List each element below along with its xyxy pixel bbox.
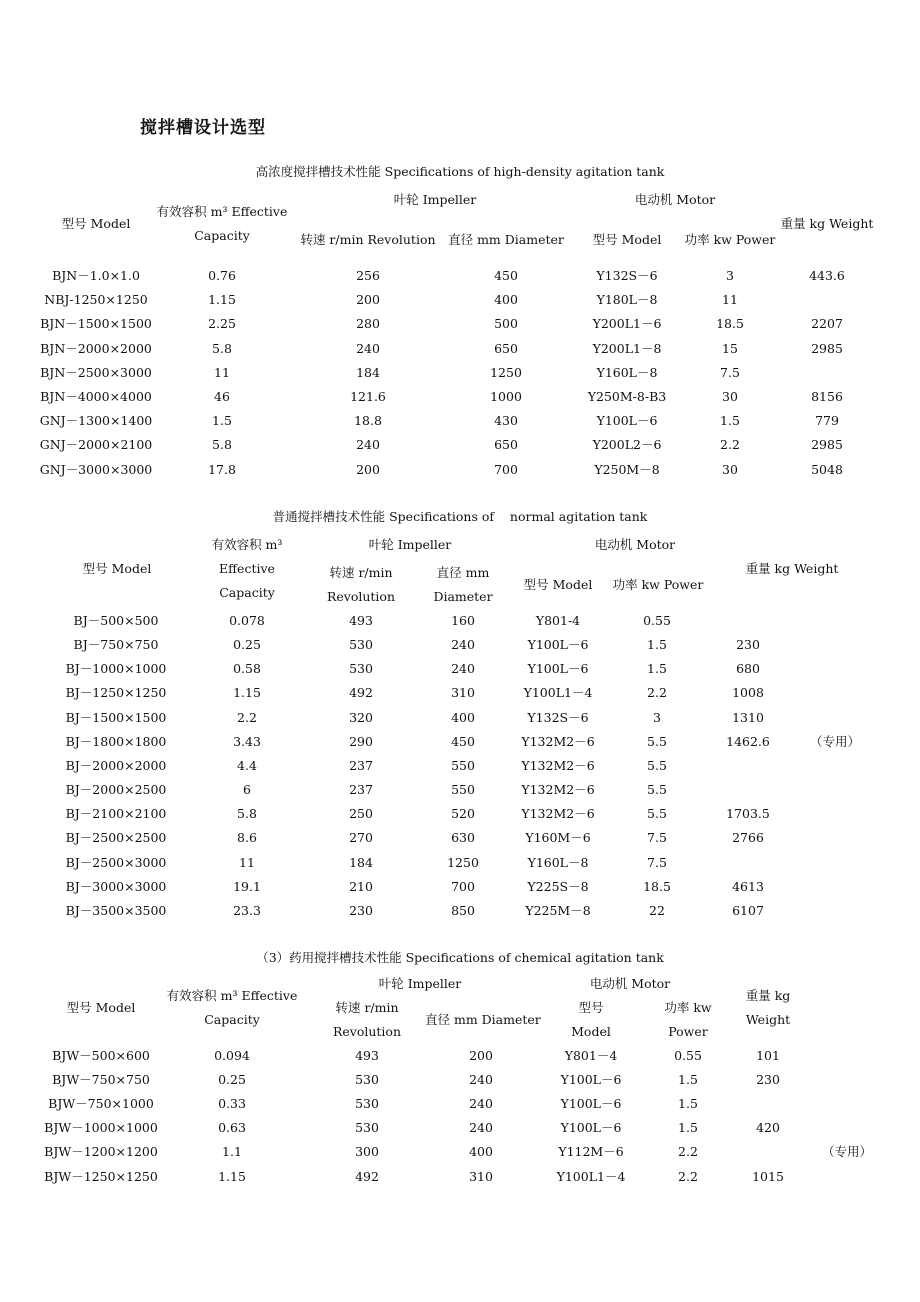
t2-header-model: 型号 Model	[82, 561, 152, 576]
cell-model: BJW－1200×1200	[44, 1144, 158, 1160]
t2-header-capacity-1: 有效容积 m³	[211, 537, 283, 552]
cell-power: 7.5	[720, 364, 740, 380]
cell-motor-model: Y100L－6	[560, 1072, 622, 1088]
cell-motor-model: Y180L－8	[596, 292, 658, 308]
cell-diameter: 200	[469, 1048, 493, 1063]
cell-motor-model: Y100L－6	[527, 661, 589, 677]
t2-special-note: （专用）	[810, 734, 861, 749]
table2-caption-a: 普通搅拌槽技术性能 Specifications of	[272, 509, 495, 524]
cell-diameter: 240	[469, 1120, 493, 1136]
cell-capacity: 23.3	[233, 902, 261, 918]
cell-power: 1.5	[678, 1096, 698, 1112]
cell-speed: 200	[356, 461, 380, 477]
cell-motor-model: Y100L－6	[527, 637, 589, 653]
cell-speed: 240	[356, 340, 380, 356]
table-row	[0, 1165, 920, 1189]
table1-caption: 高浓度搅拌槽技术性能 Specifications of high-density agitation tank	[255, 164, 665, 179]
cell-speed: 530	[349, 661, 373, 677]
cell-motor-model: Y132M2－6	[521, 733, 595, 749]
t3-header-impeller: 叶轮 Impeller	[378, 976, 462, 991]
table-row	[0, 458, 920, 482]
cell-motor-model: Y100L－6	[560, 1120, 622, 1136]
t1-header-impeller: 叶轮 Impeller	[393, 192, 477, 207]
cell-speed: 184	[349, 854, 373, 870]
cell-speed: 121.6	[350, 389, 386, 404]
table-row	[0, 312, 920, 336]
cell-speed: 200	[356, 292, 380, 308]
cell-motor-model: Y100L1－4	[523, 685, 593, 701]
table-row	[0, 851, 920, 875]
cell-diameter: 310	[469, 1168, 493, 1184]
cell-weight: 779	[815, 413, 839, 429]
cell-motor-model: Y100L1－4	[556, 1168, 626, 1184]
cell-speed: 280	[356, 316, 380, 332]
t3-header-power-1: 功率 kw	[664, 1000, 712, 1015]
table-row	[0, 1116, 920, 1140]
cell-diameter: 700	[494, 461, 518, 477]
cell-model: BJN－1500×1500	[40, 316, 152, 332]
cell-weight: 420	[756, 1120, 780, 1136]
cell-motor-model: Y250M-8-B3	[587, 389, 667, 404]
t2-header-capacity-2: Effective	[219, 561, 275, 576]
cell-weight: 4613	[732, 878, 764, 894]
cell-motor-model: Y250M－8	[594, 461, 660, 477]
cell-power: 2.2	[678, 1168, 698, 1184]
cell-model: BJ－2500×2500	[65, 830, 167, 846]
cell-model: GNJ－1300×1400	[39, 413, 153, 429]
cell-motor-model: Y801－4	[564, 1048, 618, 1063]
cell-weight: 1462.6	[726, 733, 770, 749]
t3-header-motor: 电动机 Motor	[589, 976, 671, 991]
cell-model: BJ－1250×1250	[65, 685, 167, 701]
table-row	[0, 802, 920, 826]
cell-weight: 1310	[732, 709, 764, 725]
t3-header-diameter: 直径 mm Diameter	[425, 1012, 541, 1027]
cell-speed: 530	[355, 1072, 379, 1088]
cell-speed: 18.8	[354, 413, 382, 429]
cell-power: 11	[722, 292, 738, 308]
cell-weight: 1008	[732, 685, 764, 701]
t3-header-speed-2: Revolution	[332, 1024, 402, 1039]
cell-speed: 320	[349, 709, 373, 725]
table-row	[0, 1044, 920, 1068]
cell-capacity: 3.43	[233, 733, 261, 749]
t3-special-note: （专用）	[822, 1144, 873, 1159]
cell-weight: 680	[736, 661, 760, 677]
cell-capacity: 46	[214, 389, 230, 404]
t2-header-diameter-1: 直径 mm	[436, 565, 490, 580]
cell-capacity: 8.6	[237, 830, 257, 846]
cell-power: 7.5	[647, 830, 667, 846]
cell-weight: 443.6	[809, 268, 845, 283]
cell-weight: 5048	[811, 461, 843, 477]
cell-diameter: 650	[494, 437, 518, 453]
t2-header-weight: 重量 kg Weight	[745, 561, 839, 576]
table-row	[0, 337, 920, 361]
t2-header-speed-2: Revolution	[326, 589, 396, 604]
table-row	[0, 730, 920, 754]
cell-power: 1.5	[720, 413, 740, 429]
cell-capacity: 0.078	[229, 613, 265, 628]
cell-diameter: 630	[451, 830, 475, 846]
cell-speed: 237	[349, 782, 373, 798]
t2-header-speed-1: 转速 r/min	[329, 565, 393, 580]
table-row	[0, 899, 920, 923]
cell-capacity: 0.76	[208, 268, 236, 283]
t3-header-capacity-2: Capacity	[204, 1012, 260, 1027]
t1-header-capacity-1: 有效容积 m³ Effective	[156, 204, 288, 219]
cell-weight: 1015	[752, 1168, 784, 1184]
t3-header-power-2: Power	[668, 1024, 708, 1039]
cell-diameter: 450	[494, 268, 518, 283]
cell-diameter: 550	[451, 757, 475, 773]
t3-header-speed-1: 转速 r/min	[335, 1000, 399, 1015]
t3-header-model: 型号 Model	[66, 1000, 136, 1015]
cell-model: BJW－750×750	[52, 1072, 150, 1088]
cell-weight: 2985	[811, 437, 843, 453]
cell-capacity: 5.8	[212, 340, 232, 356]
cell-speed: 492	[349, 685, 373, 701]
table-row	[0, 609, 920, 633]
cell-model: BJ－2000×2000	[65, 757, 167, 773]
cell-diameter: 240	[469, 1096, 493, 1112]
cell-speed: 530	[355, 1096, 379, 1112]
cell-power: 3	[726, 268, 734, 283]
cell-model: BJ－1500×1500	[65, 709, 167, 725]
table-row	[0, 288, 920, 312]
cell-diameter: 650	[494, 340, 518, 356]
cell-motor-model: Y225S－8	[527, 878, 589, 894]
cell-model: BJW－1000×1000	[44, 1120, 158, 1136]
cell-diameter: 430	[494, 413, 518, 429]
cell-model: BJ－1800×1800	[65, 733, 167, 749]
cell-motor-model: Y200L1－8	[592, 340, 662, 356]
t1-header-capacity-2: Capacity	[194, 228, 250, 243]
cell-power: 1.5	[647, 637, 667, 653]
cell-model: BJN－4000×4000	[40, 389, 152, 404]
cell-model: GNJ－3000×3000	[39, 461, 153, 477]
cell-power: 5.5	[647, 806, 667, 822]
cell-power: 30	[722, 389, 738, 404]
cell-model: BJN－2500×3000	[40, 364, 152, 380]
cell-motor-model: Y132M2－6	[521, 782, 595, 798]
cell-power: 7.5	[647, 854, 667, 870]
cell-capacity: 11	[214, 364, 230, 380]
table-row	[0, 1092, 920, 1116]
t2-header-impeller: 叶轮 Impeller	[368, 537, 452, 552]
cell-speed: 270	[349, 830, 373, 846]
cell-weight: 8156	[811, 389, 843, 404]
cell-speed: 492	[355, 1168, 379, 1184]
cell-power: 18.5	[643, 878, 671, 894]
table-row	[0, 361, 920, 385]
cell-power: 1.5	[647, 661, 667, 677]
table-row	[0, 633, 920, 657]
t3-header-capacity-1: 有效容积 m³ Effective	[166, 988, 298, 1003]
cell-power: 22	[649, 902, 665, 918]
cell-speed: 237	[349, 757, 373, 773]
t3-header-motor-model-2: Model	[571, 1024, 611, 1039]
cell-weight: 230	[756, 1072, 780, 1088]
cell-motor-model: Y100L－6	[560, 1096, 622, 1112]
cell-speed: 210	[349, 878, 373, 894]
cell-motor-model: Y132S－6	[527, 709, 589, 725]
table2-caption	[0, 507, 920, 525]
cell-weight: 2766	[732, 830, 764, 846]
cell-model: BJW－1250×1250	[44, 1168, 158, 1184]
cell-motor-model: Y132M2－6	[521, 757, 595, 773]
t2-header-motor-model: 型号 Model	[523, 577, 593, 592]
table2-caption-b: normal agitation tank	[509, 509, 648, 524]
cell-power: 1.5	[678, 1072, 698, 1088]
cell-power: 2.2	[647, 685, 667, 701]
table-row	[0, 657, 920, 681]
cell-model: BJN－1.0×1.0	[52, 268, 140, 283]
table-row	[0, 433, 920, 457]
cell-diameter: 400	[469, 1144, 493, 1160]
table-row	[0, 264, 920, 288]
cell-speed: 530	[349, 637, 373, 653]
cell-speed: 256	[356, 268, 380, 283]
cell-capacity: 0.094	[214, 1048, 250, 1063]
cell-motor-model: Y160L－8	[527, 854, 589, 870]
t1-header-speed: 转速 r/min Revolution	[300, 232, 436, 247]
cell-capacity: 0.25	[233, 637, 261, 653]
cell-power: 5.5	[647, 782, 667, 798]
cell-model: BJ－2100×2100	[65, 806, 167, 822]
table-row	[0, 826, 920, 850]
table-row	[0, 1140, 920, 1164]
cell-capacity: 2.2	[237, 709, 257, 725]
cell-diameter: 160	[451, 613, 475, 628]
cell-model: BJW－500×600	[52, 1048, 150, 1063]
cell-motor-model: Y225M－8	[525, 902, 591, 918]
cell-weight: 101	[756, 1048, 780, 1063]
cell-motor-model: Y132M2－6	[521, 806, 595, 822]
cell-power: 2.2	[678, 1144, 698, 1160]
cell-model: BJ－1000×1000	[65, 661, 167, 677]
cell-power: 3	[653, 709, 661, 725]
cell-diameter: 850	[451, 902, 475, 918]
cell-model: BJ－750×750	[73, 637, 159, 653]
cell-model: BJ－2000×2500	[65, 782, 167, 798]
cell-motor-model: Y100L－6	[596, 413, 658, 429]
cell-model: NBJ-1250×1250	[44, 292, 148, 308]
t2-header-power: 功率 kw Power	[612, 577, 704, 592]
cell-diameter: 240	[469, 1072, 493, 1088]
cell-speed: 184	[356, 364, 380, 380]
t1-header-power: 功率 kw Power	[684, 232, 776, 247]
cell-speed: 290	[349, 733, 373, 749]
cell-diameter: 240	[451, 637, 475, 653]
cell-capacity: 17.8	[208, 461, 236, 477]
table-row	[0, 409, 920, 433]
cell-capacity: 1.1	[222, 1144, 242, 1160]
t1-header-model: 型号 Model	[61, 216, 131, 231]
cell-capacity: 5.8	[212, 437, 232, 453]
cell-speed: 493	[355, 1048, 379, 1063]
cell-motor-model: Y160L－8	[596, 364, 658, 380]
cell-diameter: 310	[451, 685, 475, 701]
t2-header-capacity-3: Capacity	[219, 585, 275, 600]
t3-header-motor-model-1: 型号	[578, 1000, 604, 1015]
cell-speed: 493	[349, 613, 373, 628]
table-row	[0, 706, 920, 730]
cell-capacity: 0.33	[218, 1096, 246, 1112]
table-row	[0, 681, 920, 705]
cell-capacity: 0.25	[218, 1072, 246, 1088]
t1-header-weight: 重量 kg Weight	[780, 216, 874, 231]
table3-caption: （3）药用搅拌槽技术性能 Specifications of chemical agitation tank	[256, 950, 664, 965]
table-row	[0, 875, 920, 899]
cell-diameter: 400	[494, 292, 518, 308]
cell-diameter: 240	[451, 661, 475, 677]
cell-power: 5.5	[647, 733, 667, 749]
cell-weight: 2985	[811, 340, 843, 356]
cell-power: 0.55	[643, 613, 671, 628]
cell-capacity: 2.25	[208, 316, 236, 332]
cell-capacity: 11	[239, 854, 255, 870]
t3-header-weight-1: 重量 kg	[745, 988, 791, 1003]
cell-power: 0.55	[674, 1048, 702, 1063]
cell-model: BJW－750×1000	[48, 1096, 154, 1112]
cell-motor-model: Y801-4	[535, 613, 581, 628]
cell-speed: 530	[355, 1120, 379, 1136]
cell-weight: 6107	[732, 902, 764, 918]
cell-capacity: 5.8	[237, 806, 257, 822]
cell-speed: 300	[355, 1144, 379, 1160]
cell-motor-model: Y200L1－6	[592, 316, 662, 332]
cell-model: BJ－3500×3500	[65, 902, 167, 918]
t3-header-weight-2: Weight	[745, 1012, 791, 1027]
t1-header-motor: 电动机 Motor	[634, 192, 716, 207]
cell-motor-model: Y160M－6	[525, 830, 591, 846]
cell-motor-model: Y132S－6	[596, 268, 658, 283]
table-row	[0, 1068, 920, 1092]
cell-power: 30	[722, 461, 738, 477]
cell-power: 2.2	[720, 437, 740, 453]
cell-capacity: 1.15	[218, 1168, 246, 1184]
cell-speed: 230	[349, 902, 373, 918]
page-title: 搅拌槽设计选型	[140, 118, 266, 138]
cell-motor-model: Y200L2－6	[592, 437, 662, 453]
t2-header-diameter-2: Diameter	[433, 589, 493, 604]
t1-header-motor-model: 型号 Model	[592, 232, 662, 247]
cell-capacity: 6	[243, 782, 251, 798]
cell-diameter: 450	[451, 733, 475, 749]
cell-diameter: 1000	[490, 389, 522, 404]
cell-motor-model: Y112M－6	[558, 1144, 624, 1160]
cell-capacity: 1.15	[233, 685, 261, 701]
cell-model: BJ－2500×3000	[65, 854, 167, 870]
cell-diameter: 400	[451, 709, 475, 725]
cell-capacity: 0.58	[233, 661, 261, 677]
cell-power: 15	[722, 340, 738, 356]
cell-speed: 250	[349, 806, 373, 822]
cell-model: BJ－500×500	[73, 613, 159, 628]
cell-capacity: 19.1	[233, 878, 261, 894]
table-row	[0, 385, 920, 409]
cell-capacity: 4.4	[237, 757, 257, 773]
cell-capacity: 1.5	[212, 413, 232, 429]
cell-weight: 2207	[811, 316, 843, 332]
t1-header-diameter: 直径 mm Diameter	[448, 232, 564, 247]
cell-model: GNJ－2000×2100	[39, 437, 153, 453]
cell-diameter: 1250	[490, 364, 522, 380]
cell-diameter: 1250	[447, 854, 479, 870]
cell-power: 1.5	[678, 1120, 698, 1136]
cell-model: BJN－2000×2000	[40, 340, 152, 356]
cell-model: BJ－3000×3000	[65, 878, 167, 894]
cell-capacity: 0.63	[218, 1120, 246, 1136]
cell-weight: 230	[736, 637, 760, 653]
cell-weight: 1703.5	[726, 806, 770, 822]
cell-diameter: 550	[451, 782, 475, 798]
cell-power: 18.5	[716, 316, 744, 332]
t2-header-motor: 电动机 Motor	[594, 537, 676, 552]
cell-diameter: 500	[494, 316, 518, 332]
cell-power: 5.5	[647, 757, 667, 773]
cell-speed: 240	[356, 437, 380, 453]
cell-diameter: 700	[451, 878, 475, 894]
table-row	[0, 754, 920, 778]
cell-capacity: 1.15	[208, 292, 236, 308]
cell-diameter: 520	[451, 806, 475, 822]
table-row	[0, 778, 920, 802]
